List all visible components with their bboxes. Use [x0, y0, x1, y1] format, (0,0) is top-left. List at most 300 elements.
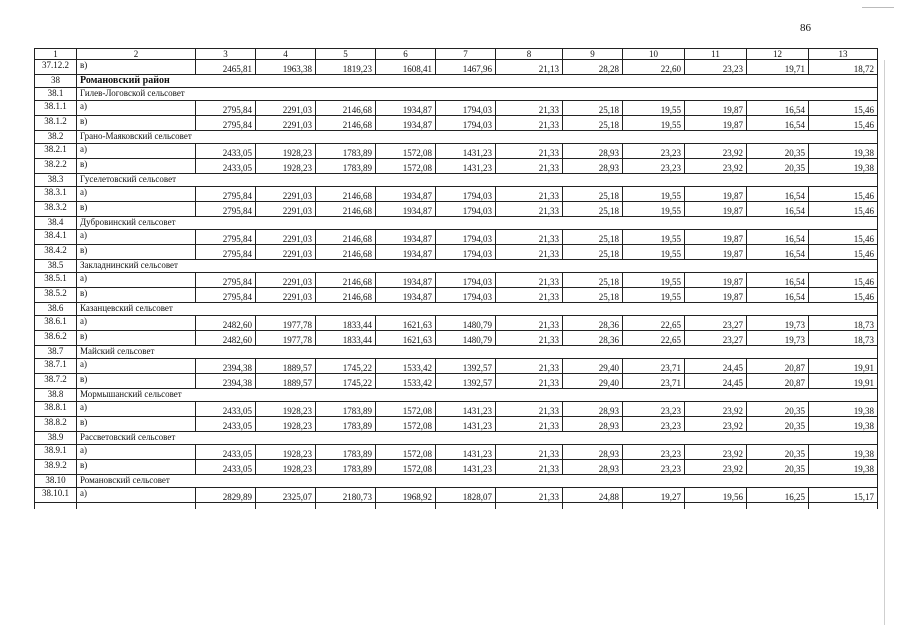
value-cell-col-3: 2795,84: [196, 245, 256, 260]
value-cell-col-8: 21,33: [496, 159, 563, 174]
value-cell-col-4: 1889,57: [256, 359, 316, 374]
value-cell-col-3: 2795,84: [196, 273, 256, 288]
value-cell-col-12: 19,71: [747, 60, 809, 75]
value-cell-col-9: 28,93: [563, 417, 623, 432]
value-cell-col-5: 1833,44: [316, 316, 376, 331]
group-label-cell: [77, 389, 878, 402]
spacer-cell: [563, 503, 623, 510]
value-cell-col-8: 21,33: [496, 374, 563, 389]
row-subitem-label: в): [77, 116, 196, 131]
value-cell-col-9: 25,18: [563, 202, 623, 217]
value-cell-col-11: 23,92: [685, 144, 747, 159]
table-row: [35, 402, 878, 417]
value-cell-col-11: 19,87: [685, 187, 747, 202]
value-cell-col-10: 23,23: [623, 445, 685, 460]
row-code: 38.1: [35, 88, 77, 101]
value-cell-col-13: 19,38: [809, 417, 878, 432]
group-label-cell: [77, 346, 878, 359]
value-cell-col-9: 25,18: [563, 101, 623, 116]
table-row: [35, 331, 878, 346]
value-cell-col-7: 1794,03: [436, 288, 496, 303]
value-cell-col-3: 2482,60: [196, 331, 256, 346]
row-code: 38.9.2: [35, 460, 77, 475]
value-cell-col-11: 19,87: [685, 245, 747, 260]
value-cell-col-11: 19,87: [685, 202, 747, 217]
value-cell-col-12: 16,54: [747, 187, 809, 202]
row-subitem-label: в): [77, 331, 196, 346]
value-cell-col-11: 24,45: [685, 359, 747, 374]
column-number-11: 11: [685, 49, 747, 60]
value-cell-col-5: 2146,68: [316, 101, 376, 116]
value-cell-col-9: 28,93: [563, 402, 623, 417]
value-cell-col-5: 1833,44: [316, 331, 376, 346]
group-label-cell: [77, 75, 878, 88]
value-cell-col-10: 19,55: [623, 245, 685, 260]
council-name: Гилев-Логовской сельсовет: [80, 88, 185, 98]
value-cell-col-10: 22,65: [623, 331, 685, 346]
column-number-12: 12: [747, 49, 809, 60]
spacer-cell: [256, 503, 316, 510]
spacer-cell: [196, 503, 256, 510]
value-cell-col-3: 2433,05: [196, 402, 256, 417]
value-cell-col-5: 1783,89: [316, 402, 376, 417]
value-cell-col-5: 1783,89: [316, 417, 376, 432]
column-number-7: 7: [436, 49, 496, 60]
value-cell-col-6: 1934,87: [376, 245, 436, 260]
value-cell-col-7: 1431,23: [436, 159, 496, 174]
value-cell-col-5: 1745,22: [316, 374, 376, 389]
council-header-row: [35, 88, 878, 101]
group-label-cell: [77, 303, 878, 316]
page-number: 86: [800, 22, 811, 34]
row-subitem-label: в): [77, 460, 196, 475]
council-header-row: [35, 260, 878, 273]
value-cell-col-3: 2394,38: [196, 374, 256, 389]
value-cell-col-3: 2795,84: [196, 187, 256, 202]
table-row: [35, 316, 878, 331]
spacer-cell: [623, 503, 685, 510]
value-cell-col-12: 16,54: [747, 230, 809, 245]
value-cell-col-8: 21,33: [496, 402, 563, 417]
district-name: Романовский район: [80, 75, 170, 86]
spacer-cell: [809, 503, 878, 510]
row-code: 38.8.2: [35, 417, 77, 432]
value-cell-col-6: 1968,92: [376, 488, 436, 503]
row-subitem-label: а): [77, 144, 196, 159]
value-cell-col-9: 25,18: [563, 245, 623, 260]
district-header-row: [35, 75, 878, 88]
value-cell-col-7: 1431,23: [436, 402, 496, 417]
value-cell-col-4: 1928,23: [256, 417, 316, 432]
value-cell-col-7: 1794,03: [436, 273, 496, 288]
table-row: [35, 159, 878, 174]
row-code: 38.5.1: [35, 273, 77, 288]
row-code: 38.10: [35, 475, 77, 488]
value-cell-col-11: 24,45: [685, 374, 747, 389]
value-cell-col-4: 2291,03: [256, 230, 316, 245]
value-cell-col-4: 2291,03: [256, 116, 316, 131]
value-cell-col-3: 2433,05: [196, 144, 256, 159]
value-cell-col-12: 16,25: [747, 488, 809, 503]
value-cell-col-8: 21,33: [496, 417, 563, 432]
value-cell-col-3: 2795,84: [196, 202, 256, 217]
column-number-1: 1: [35, 49, 77, 60]
value-cell-col-4: 2291,03: [256, 288, 316, 303]
value-cell-col-4: 1963,38: [256, 60, 316, 75]
council-name: Рассветовский сельсовет: [80, 432, 176, 442]
value-cell-col-6: 1572,08: [376, 402, 436, 417]
value-cell-col-4: 1928,23: [256, 159, 316, 174]
council-name: Казанцевский сельсовет: [80, 303, 173, 313]
value-cell-col-8: 21,33: [496, 445, 563, 460]
value-cell-col-11: 19,87: [685, 230, 747, 245]
value-cell-col-4: 1977,78: [256, 316, 316, 331]
value-cell-col-11: 19,87: [685, 288, 747, 303]
value-cell-col-13: 19,91: [809, 359, 878, 374]
value-cell-col-6: 1934,87: [376, 230, 436, 245]
spacer-cell: [316, 503, 376, 510]
scan-edge-line: [884, 60, 885, 625]
value-cell-col-8: 21,33: [496, 331, 563, 346]
value-cell-col-11: 23,92: [685, 460, 747, 475]
table-row: [35, 460, 878, 475]
value-cell-col-11: 23,23: [685, 60, 747, 75]
council-name: Гуселетовский сельсовет: [80, 174, 177, 184]
value-cell-col-12: 16,54: [747, 288, 809, 303]
value-cell-col-5: 1783,89: [316, 159, 376, 174]
council-header-row: [35, 346, 878, 359]
value-cell-col-4: 2325,07: [256, 488, 316, 503]
value-cell-col-9: 28,93: [563, 460, 623, 475]
value-cell-col-5: 2146,68: [316, 273, 376, 288]
spacer-cell: [35, 503, 77, 510]
value-cell-col-8: 21,33: [496, 488, 563, 503]
value-cell-col-4: 2291,03: [256, 187, 316, 202]
value-cell-col-5: 2180,73: [316, 488, 376, 503]
column-number-4: 4: [256, 49, 316, 60]
value-cell-col-10: 19,55: [623, 202, 685, 217]
value-cell-col-4: 1928,23: [256, 460, 316, 475]
value-cell-col-11: 19,87: [685, 273, 747, 288]
value-cell-col-7: 1467,96: [436, 60, 496, 75]
spacer-cell: [747, 503, 809, 510]
column-number-header-row: [35, 49, 878, 60]
row-subitem-label: в): [77, 159, 196, 174]
value-cell-col-5: 2146,68: [316, 245, 376, 260]
column-number-13: 13: [809, 49, 878, 60]
row-code: 38.9.1: [35, 445, 77, 460]
row-code: 38.1.1: [35, 101, 77, 116]
value-cell-col-7: 1794,03: [436, 101, 496, 116]
row-subitem-label: а): [77, 230, 196, 245]
row-subitem-label: а): [77, 402, 196, 417]
council-name: Майский сельсовет: [80, 346, 155, 356]
council-header-row: [35, 475, 878, 488]
value-cell-col-13: 19,38: [809, 144, 878, 159]
row-subitem-label: в): [77, 374, 196, 389]
table-row: [35, 116, 878, 131]
council-name: Грано-Маяковский сельсовет: [80, 131, 192, 141]
value-cell-col-6: 1934,87: [376, 288, 436, 303]
value-cell-col-10: 23,23: [623, 159, 685, 174]
council-header-row: [35, 174, 878, 187]
value-cell-col-11: 23,27: [685, 331, 747, 346]
value-cell-col-6: 1934,87: [376, 116, 436, 131]
value-cell-col-10: 19,55: [623, 116, 685, 131]
value-cell-col-10: 19,55: [623, 101, 685, 116]
value-cell-col-6: 1621,63: [376, 331, 436, 346]
row-code: 38.8: [35, 389, 77, 402]
value-cell-col-9: 28,28: [563, 60, 623, 75]
value-cell-col-12: 16,54: [747, 202, 809, 217]
row-code: 38.6.2: [35, 331, 77, 346]
value-cell-col-11: 23,92: [685, 159, 747, 174]
value-cell-col-7: 1794,03: [436, 116, 496, 131]
row-subitem-label: а): [77, 445, 196, 460]
value-cell-col-11: 19,87: [685, 101, 747, 116]
row-subitem-label: в): [77, 202, 196, 217]
value-cell-col-3: 2829,89: [196, 488, 256, 503]
value-cell-col-13: 19,38: [809, 159, 878, 174]
group-label-cell: [77, 217, 878, 230]
row-code: 38.3.2: [35, 202, 77, 217]
value-cell-col-7: 1431,23: [436, 144, 496, 159]
value-cell-col-7: 1794,03: [436, 187, 496, 202]
spacer-cell: [436, 503, 496, 510]
value-cell-col-12: 19,73: [747, 316, 809, 331]
row-code: 38.4.1: [35, 230, 77, 245]
value-cell-col-6: 1572,08: [376, 417, 436, 432]
council-header-row: [35, 131, 878, 144]
row-code: 38.2.1: [35, 144, 77, 159]
row-code: 38.5: [35, 260, 77, 273]
row-subitem-label: в): [77, 417, 196, 432]
value-cell-col-3: 2433,05: [196, 159, 256, 174]
row-code: 38.7.1: [35, 359, 77, 374]
value-cell-col-3: 2482,60: [196, 316, 256, 331]
value-cell-col-4: 2291,03: [256, 202, 316, 217]
group-label-cell: [77, 432, 878, 445]
value-cell-col-6: 1608,41: [376, 60, 436, 75]
value-cell-col-4: 1889,57: [256, 374, 316, 389]
council-name: Романовский сельсовет: [80, 475, 170, 485]
row-code: 38.6: [35, 303, 77, 316]
council-name: Мормышанский сельсовет: [80, 389, 182, 399]
value-cell-col-8: 21,13: [496, 60, 563, 75]
spacer-cell: [496, 503, 563, 510]
column-number-2: 2: [77, 49, 196, 60]
council-name: Дубровинский сельсовет: [80, 217, 176, 227]
row-code: 38.4.2: [35, 245, 77, 260]
council-name: Закладнинский сельсовет: [80, 260, 178, 270]
value-cell-col-7: 1480,79: [436, 331, 496, 346]
table-row: [35, 245, 878, 260]
row-code: 38.2: [35, 131, 77, 144]
row-code: 38.9: [35, 432, 77, 445]
value-cell-col-8: 21,33: [496, 273, 563, 288]
column-number-5: 5: [316, 49, 376, 60]
value-cell-col-13: 18,72: [809, 60, 878, 75]
table-body: [35, 49, 878, 510]
council-header-row: [35, 217, 878, 230]
value-cell-col-5: 2146,68: [316, 288, 376, 303]
value-cell-col-9: 28,36: [563, 331, 623, 346]
value-cell-col-12: 20,87: [747, 374, 809, 389]
table-row: [35, 144, 878, 159]
row-code: 38.8.1: [35, 402, 77, 417]
value-cell-col-6: 1934,87: [376, 101, 436, 116]
value-cell-col-8: 21,33: [496, 359, 563, 374]
value-cell-col-10: 23,71: [623, 359, 685, 374]
value-cell-col-6: 1572,08: [376, 144, 436, 159]
value-cell-col-11: 23,92: [685, 445, 747, 460]
group-label-cell: [77, 174, 878, 187]
value-cell-col-4: 2291,03: [256, 245, 316, 260]
value-cell-col-6: 1934,87: [376, 273, 436, 288]
council-header-row: [35, 432, 878, 445]
value-cell-col-9: 25,18: [563, 273, 623, 288]
value-cell-col-10: 23,23: [623, 144, 685, 159]
value-cell-col-13: 15,46: [809, 116, 878, 131]
value-cell-col-7: 1828,07: [436, 488, 496, 503]
value-cell-col-12: 20,35: [747, 159, 809, 174]
value-cell-col-9: 29,40: [563, 359, 623, 374]
value-cell-col-12: 20,35: [747, 417, 809, 432]
value-cell-col-11: 23,92: [685, 402, 747, 417]
value-cell-col-7: 1431,23: [436, 417, 496, 432]
value-cell-col-5: 1819,23: [316, 60, 376, 75]
value-cell-col-9: 25,18: [563, 187, 623, 202]
value-cell-col-6: 1934,87: [376, 187, 436, 202]
value-cell-col-8: 21,33: [496, 245, 563, 260]
value-cell-col-9: 25,18: [563, 288, 623, 303]
row-code: 38.5.2: [35, 288, 77, 303]
value-cell-col-9: 25,18: [563, 116, 623, 131]
value-cell-col-12: 16,54: [747, 101, 809, 116]
row-code: 38.3.1: [35, 187, 77, 202]
group-label-cell: [77, 131, 878, 144]
value-cell-col-5: 2146,68: [316, 116, 376, 131]
table-bottom-spacer: [35, 503, 878, 510]
value-cell-col-11: 23,27: [685, 316, 747, 331]
value-cell-col-10: 19,27: [623, 488, 685, 503]
value-cell-col-7: 1794,03: [436, 202, 496, 217]
value-cell-col-3: 2433,05: [196, 417, 256, 432]
value-cell-col-7: 1392,57: [436, 374, 496, 389]
value-cell-col-8: 21,33: [496, 101, 563, 116]
column-number-3: 3: [196, 49, 256, 60]
value-cell-col-8: 21,33: [496, 187, 563, 202]
council-header-row: [35, 303, 878, 316]
spacer-cell: [77, 503, 196, 510]
value-cell-col-10: 22,65: [623, 316, 685, 331]
table-row: [35, 288, 878, 303]
top-decorative-rule: [862, 7, 894, 8]
value-cell-col-7: 1794,03: [436, 230, 496, 245]
value-cell-col-4: 1928,23: [256, 144, 316, 159]
table-row: [35, 445, 878, 460]
value-cell-col-5: 2146,68: [316, 230, 376, 245]
table-row: [35, 273, 878, 288]
value-cell-col-6: 1621,63: [376, 316, 436, 331]
value-cell-col-12: 20,35: [747, 460, 809, 475]
value-cell-col-13: 19,38: [809, 460, 878, 475]
value-cell-col-13: 15,46: [809, 288, 878, 303]
value-cell-col-7: 1392,57: [436, 359, 496, 374]
row-code: 37.12.2: [35, 60, 77, 75]
value-cell-col-3: 2433,05: [196, 460, 256, 475]
value-cell-col-4: 1928,23: [256, 445, 316, 460]
row-code: 38.4: [35, 217, 77, 230]
value-cell-col-3: 2795,84: [196, 116, 256, 131]
row-code: 38.7.2: [35, 374, 77, 389]
column-number-8: 8: [496, 49, 563, 60]
spacer-cell: [376, 503, 436, 510]
value-cell-col-8: 21,33: [496, 230, 563, 245]
row-subitem-label: в): [77, 245, 196, 260]
row-subitem-label: а): [77, 316, 196, 331]
value-cell-col-10: 23,23: [623, 417, 685, 432]
value-cell-col-8: 21,33: [496, 202, 563, 217]
value-cell-col-12: 20,35: [747, 402, 809, 417]
value-cell-col-6: 1533,42: [376, 359, 436, 374]
value-cell-col-13: 18,73: [809, 331, 878, 346]
value-cell-col-10: 19,55: [623, 230, 685, 245]
table-row: [35, 60, 878, 75]
value-cell-col-8: 21,33: [496, 460, 563, 475]
value-cell-col-8: 21,33: [496, 316, 563, 331]
value-cell-col-10: 23,71: [623, 374, 685, 389]
table-row: [35, 101, 878, 116]
table-row: [35, 374, 878, 389]
table-row: [35, 230, 878, 245]
value-cell-col-12: 16,54: [747, 116, 809, 131]
row-subitem-label: в): [77, 288, 196, 303]
value-cell-col-6: 1572,08: [376, 159, 436, 174]
row-subitem-label: а): [77, 359, 196, 374]
value-cell-col-5: 2146,68: [316, 187, 376, 202]
value-cell-col-4: 2291,03: [256, 273, 316, 288]
value-cell-col-12: 20,87: [747, 359, 809, 374]
row-code: 38.1.2: [35, 116, 77, 131]
row-subitem-label: а): [77, 187, 196, 202]
value-cell-col-13: 15,46: [809, 101, 878, 116]
value-cell-col-13: 15,46: [809, 202, 878, 217]
value-cell-col-10: 23,23: [623, 402, 685, 417]
value-cell-col-5: 1783,89: [316, 144, 376, 159]
value-cell-col-8: 21,33: [496, 116, 563, 131]
value-cell-col-12: 16,54: [747, 273, 809, 288]
value-cell-col-13: 18,73: [809, 316, 878, 331]
value-cell-col-5: 2146,68: [316, 202, 376, 217]
value-cell-col-7: 1480,79: [436, 316, 496, 331]
table-row: [35, 417, 878, 432]
value-cell-col-3: 2433,05: [196, 445, 256, 460]
value-cell-col-3: 2465,81: [196, 60, 256, 75]
spacer-cell: [685, 503, 747, 510]
row-code: 38.7: [35, 346, 77, 359]
value-cell-col-10: 19,55: [623, 288, 685, 303]
value-cell-col-12: 19,73: [747, 331, 809, 346]
row-subitem-label: а): [77, 273, 196, 288]
table-row: [35, 488, 878, 503]
value-cell-col-8: 21,33: [496, 288, 563, 303]
value-cell-col-13: 15,46: [809, 230, 878, 245]
column-number-10: 10: [623, 49, 685, 60]
table-row: [35, 187, 878, 202]
table-row: [35, 202, 878, 217]
column-number-9: 9: [563, 49, 623, 60]
